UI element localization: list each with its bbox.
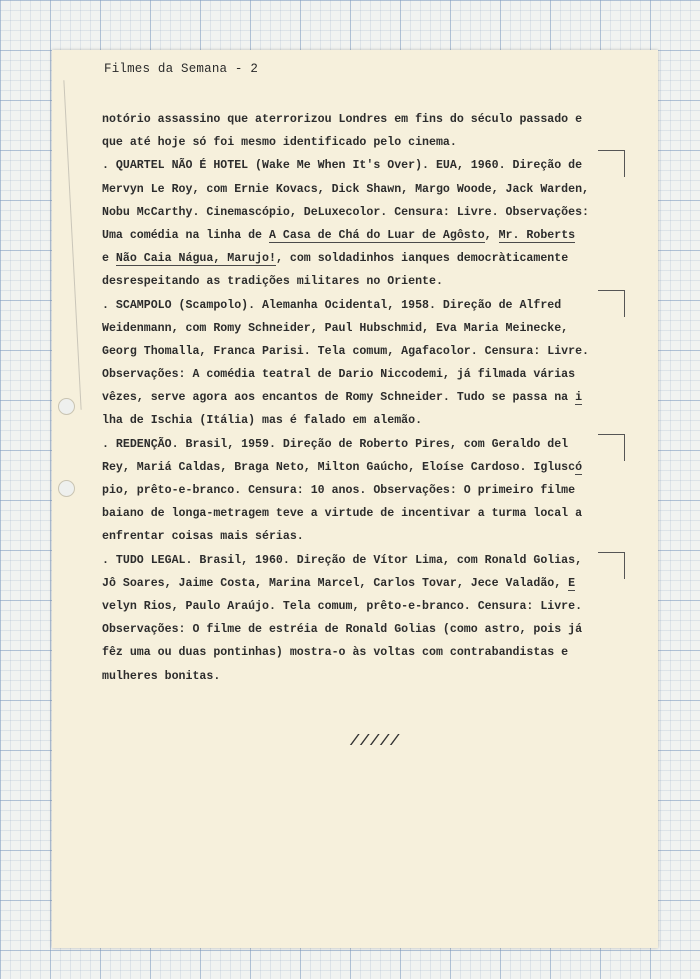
text-line — [102, 108, 632, 131]
text-segment: Uma comédia na linha de — [102, 228, 269, 242]
text-line — [102, 224, 632, 247]
pencil-bracket-mark — [598, 552, 625, 579]
punch-hole-top — [58, 398, 75, 415]
text-segment: . TUDO LEGAL. Brasil, 1960. Direção de Vítor Lima, com Ronald Golias, — [102, 553, 583, 567]
text-segment: lha de Ischia (Itália) mas é falado em alemão. — [102, 414, 423, 428]
page-header: Filmes da Semana - 2 — [104, 62, 259, 76]
text-segment: Weidenmann, com Romy Schneider, Paul Hubschmid, Eva Maria Meinecke, — [102, 321, 569, 335]
text-line — [102, 409, 632, 432]
pencil-bracket-mark — [598, 290, 625, 317]
text-line — [102, 270, 632, 293]
text-segment: Georg Thomalla, Franca Parisi. Tela comum, Agafacolor. Censura: Livre. — [102, 344, 590, 358]
text-line — [102, 201, 632, 224]
text-segment: mulheres bonitas. — [102, 669, 221, 683]
text-line — [102, 386, 632, 409]
text-line — [102, 549, 632, 572]
text-segment: notório assassino que aterrorizou Londres em fins do século passado e — [102, 113, 583, 126]
text-line — [102, 433, 632, 456]
text-line — [102, 317, 632, 340]
text-line — [102, 641, 632, 664]
text-line — [102, 479, 632, 502]
text-segment: baiano de longa-metragem teve a virtude de incentivar a turma local a — [102, 507, 583, 521]
text-line — [102, 131, 632, 154]
text-line — [102, 525, 632, 548]
text-line — [102, 178, 632, 201]
text-line — [102, 595, 632, 618]
text-segment: Jô Soares, Jaime Costa, Marina Marcel, Carlos Tovar, Jece Valadão, — [102, 576, 569, 590]
underlined-title: A Casa de Chá do Luar de Agôsto — [268, 228, 485, 242]
text-segment: Nobu McCarthy. Cinemascópio, DeLuxecolor. Censura: Livre. Observações: — [102, 205, 590, 219]
text-line — [102, 363, 632, 386]
text-segment: pio, prêto-e-branco. Censura: 10 anos. Observações: O primeiro filme — [102, 484, 576, 497]
text-segment: e — [102, 252, 116, 266]
text-segment: . REDENÇÃO. Brasil, 1959. Direção de Roberto Pires, com Geraldo del — [102, 437, 569, 451]
pencil-bracket-mark — [598, 150, 625, 177]
text-line — [102, 665, 632, 688]
text-line — [102, 340, 632, 363]
text-line — [102, 294, 632, 317]
underlined-title: Não Caia Nágua, Marujo! — [115, 252, 276, 266]
underlined-title: E — [568, 576, 576, 590]
underlined-title: Mr. Roberts — [498, 228, 576, 242]
underlined-title: i — [575, 391, 583, 405]
punch-hole-bottom — [58, 480, 75, 497]
text-segment: que até hoje só foi mesmo identificado pelo cinema. — [102, 136, 457, 150]
text-segment: enfrentar coisas mais sérias. — [102, 530, 304, 544]
text-segment: . QUARTEL NÃO É HOTEL (Wake Me When It's Over). EUA, 1960. Direção de — [102, 159, 583, 173]
text-segment: Mervyn Le Roy, com Ernie Kovacs, Dick Shawn, Margo Woode, Jack Warden, — [102, 182, 590, 196]
pencil-margin-line — [63, 80, 81, 410]
text-line — [102, 154, 632, 177]
text-segment: desrespeitando as tradições militares no Oriente. — [102, 275, 443, 289]
page-body-text — [102, 108, 632, 688]
text-segment: Rey, Mariá Caldas, Braga Neto, Milton Gaúcho, Eloíse Cardoso. Iglusc — [102, 460, 576, 474]
text-line — [102, 502, 632, 525]
text-line — [102, 572, 632, 595]
underlined-title: ó — [575, 460, 583, 474]
text-segment: vêzes, serve agora aos encantos de Romy Schneider. Tudo se passa na — [102, 391, 576, 405]
text-segment: , com soldadinhos ianques democràticamente — [275, 252, 569, 266]
text-segment: Observações: O filme de estréia de Ronald Golias (como astro, pois já — [102, 623, 583, 637]
text-line — [102, 247, 632, 270]
text-line — [102, 618, 632, 641]
text-segment: Observações: A comédia teatral de Dario Niccodemi, já filmada várias — [102, 368, 576, 382]
text-line — [102, 456, 632, 479]
text-segment: . SCAMPOLO (Scampolo). Alemanha Ocidental, 1958. Direção de Alfred — [102, 298, 562, 312]
typewritten-page — [52, 50, 658, 948]
text-segment: fêz uma ou duas pontinhas) mostra-o às voltas com contrabandistas e — [102, 646, 569, 660]
text-segment: , — [484, 228, 499, 242]
pencil-bracket-mark — [598, 434, 625, 461]
end-mark: ///// — [350, 733, 401, 750]
text-segment: velyn Rios, Paulo Araújo. Tela comum, prêto-e-branco. Censura: Livre. — [102, 599, 583, 613]
